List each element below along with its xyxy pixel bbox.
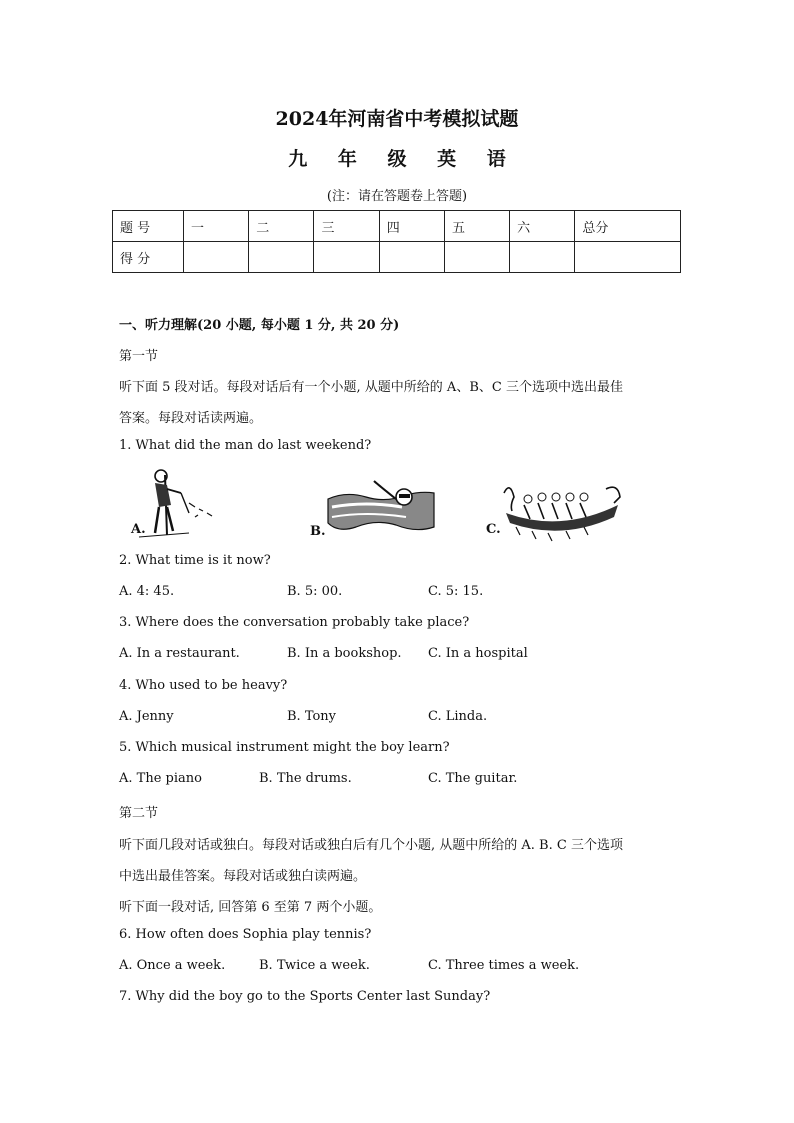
part2-instruction: 听下面几段对话或独白。每段对话或独白后有几个小题, 从题中所给的 A. B. C 三个选项: [119, 838, 623, 853]
option-c[interactable]: C. In a hospital: [428, 646, 528, 661]
part2-title: 第二节: [119, 806, 159, 821]
score-table-header-row: [113, 211, 681, 242]
score-cell: 二: [249, 211, 314, 242]
score-cell[interactable]: [314, 242, 379, 273]
score-cell: 题 号: [113, 211, 184, 242]
option-a[interactable]: A. Once a week.: [119, 958, 226, 973]
exam-note: (注：请在答题卷上答题): [326, 189, 468, 204]
option-a[interactable]: A. The piano: [119, 771, 202, 786]
score-cell[interactable]: [575, 242, 681, 273]
score-cell[interactable]: [510, 242, 575, 273]
dragon-boat-icon: [486, 463, 636, 545]
score-cell: 五: [444, 211, 509, 242]
section-heading: 一、听力理解(20 小题, 每小题 1 分, 共 20 分): [119, 318, 400, 333]
option-b[interactable]: B. 5: 00.: [287, 584, 343, 599]
score-cell: 六: [510, 211, 575, 242]
part1-instruction: 听下面 5 段对话。每段对话后有一个小题, 从题中所给的 A、B、C 三个选项中选出最佳: [119, 380, 623, 395]
score-cell: 四: [379, 211, 444, 242]
part1-title: 第一节: [119, 349, 159, 364]
score-cell[interactable]: [444, 242, 509, 273]
option-c[interactable]: C. 5: 15.: [428, 584, 484, 599]
exam-title: 2024年河南省中考模拟试题: [275, 108, 519, 130]
question-6: 6. How often does Sophia play tennis?: [119, 927, 372, 942]
option-b[interactable]: B. Twice a week.: [259, 958, 370, 973]
option-a[interactable]: A. Jenny: [119, 709, 174, 724]
option-a[interactable]: A. In a restaurant.: [119, 646, 240, 661]
option-b[interactable]: B. In a bookshop.: [287, 646, 402, 661]
score-table: [112, 210, 681, 273]
score-cell: 得 分: [113, 242, 184, 273]
exam-subject: 九 年 级 英 语: [288, 148, 518, 170]
option-a[interactable]: A. 4: 45.: [119, 584, 175, 599]
picture-label-c: C.: [486, 522, 501, 537]
part2-sub-instruction: 听下面一段对话, 回答第 6 至第 7 两个小题。: [119, 900, 382, 915]
option-c[interactable]: C. The guitar.: [428, 771, 518, 786]
picture-label-b: B.: [310, 524, 326, 539]
question-7: 7. Why did the boy go to the Sports Center last Sunday?: [119, 989, 491, 1004]
question-2: 2. What time is it now?: [119, 553, 271, 568]
score-cell[interactable]: [379, 242, 444, 273]
question-5: 5. Which musical instrument might the boy learn?: [119, 740, 450, 755]
option-c[interactable]: C. Linda.: [428, 709, 488, 724]
score-table-score-row: [113, 242, 681, 273]
score-cell[interactable]: [184, 242, 249, 273]
question-3: 3. Where does the conversation probably take place?: [119, 615, 470, 630]
question-1: 1. What did the man do last weekend?: [119, 438, 372, 453]
option-c[interactable]: C. Three times a week.: [428, 958, 580, 973]
score-cell: 三: [314, 211, 379, 242]
part1-instruction: 答案。每段对话读两遍。: [119, 411, 263, 426]
score-cell[interactable]: [249, 242, 314, 273]
score-cell: 总分: [575, 211, 681, 242]
picture-option-c[interactable]: [486, 463, 636, 545]
option-b[interactable]: B. The drums.: [259, 771, 352, 786]
option-b[interactable]: B. Tony: [287, 709, 337, 724]
score-cell: 一: [184, 211, 249, 242]
picture-label-a: A.: [131, 522, 146, 537]
question-4: 4. Who used to be heavy?: [119, 678, 288, 693]
part2-instruction: 中选出最佳答案。每段对话或独白读两遍。: [119, 869, 367, 884]
